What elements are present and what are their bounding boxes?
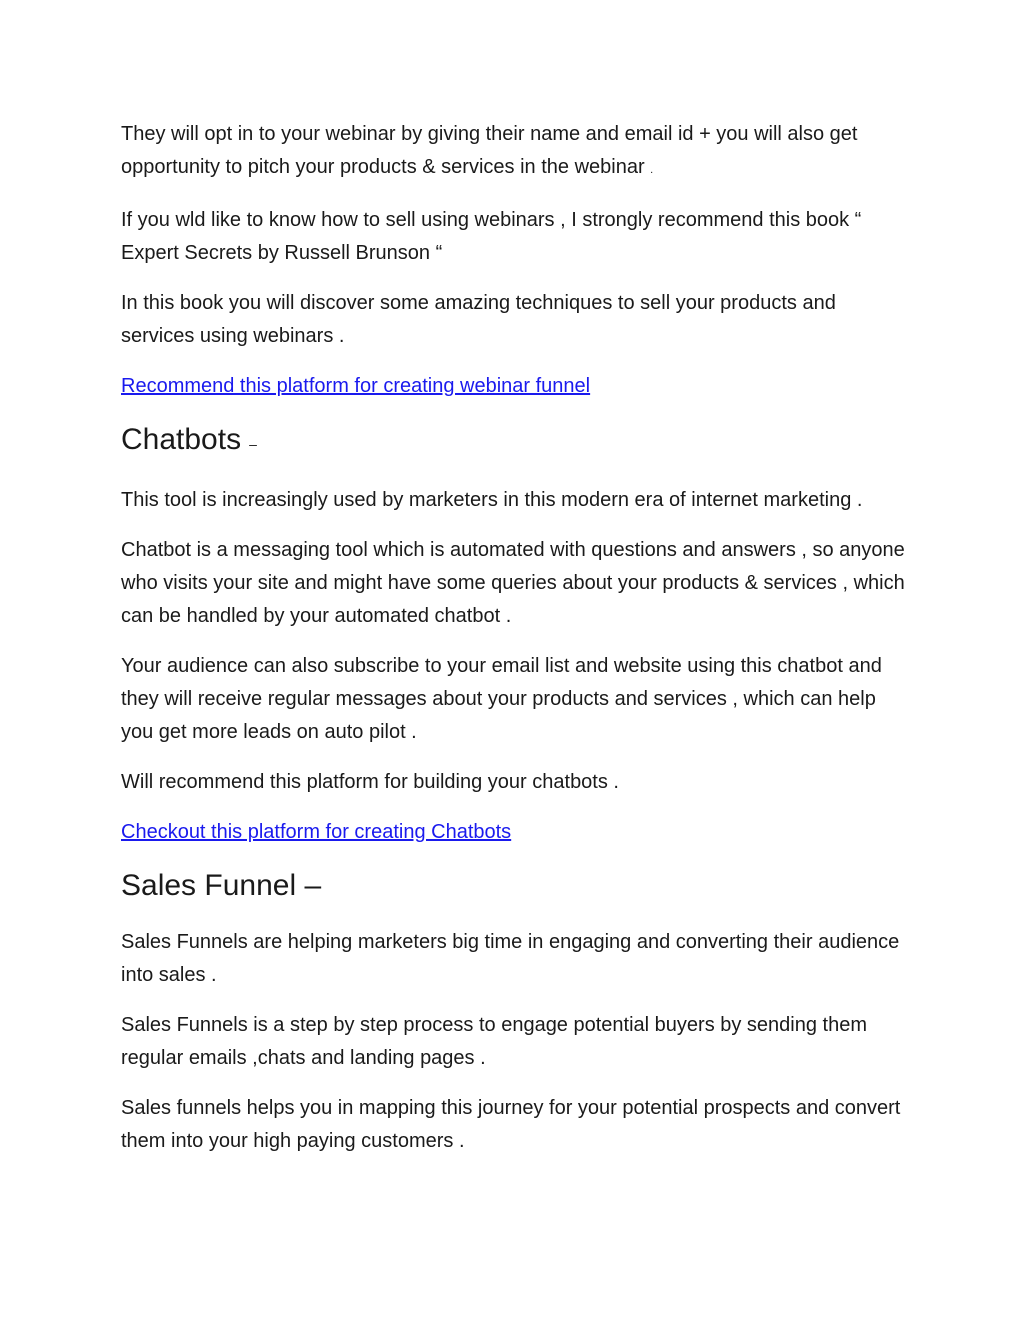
chatbots-heading-text: Chatbots xyxy=(121,423,242,456)
webinar-optin-text: They will opt in to your webinar by giving their name and email id + you will also get opportunity to pitch your products & services in the webinar xyxy=(121,123,858,178)
chatbots-link-container xyxy=(121,816,911,849)
document-page xyxy=(121,118,911,1175)
chatbots-intro-paragraph: This tool is increasingly used by marketers in this modern era of internet marketing . xyxy=(121,489,863,511)
chatbots-subscribe-paragraph: Your audience can also subscribe to your email list and website using this chatbot and they will receive regular messages about your products and services , which can help you get more leads on auto pilot . xyxy=(121,655,882,743)
sales-funnel-heading: Sales Funnel – xyxy=(121,869,322,902)
sales-funnel-mapping-paragraph: Sales funnels helps you in mapping this journey for your potential prospects and convert them into your high paying customers . xyxy=(121,1097,901,1152)
chatbots-recommend-paragraph: Will recommend this platform for building your chatbots . xyxy=(121,771,619,793)
sales-funnel-intro-paragraph: Sales Funnels are helping marketers big time in engaging and converting their audience into sales . xyxy=(121,931,900,986)
webinar-optin-paragraph xyxy=(121,118,911,187)
webinar-techniques-paragraph: In this book you will discover some amazing techniques to sell your products and services using webinars . xyxy=(121,292,836,347)
chatbots-heading-dash: – xyxy=(249,436,257,452)
webinar-funnel-link[interactable]: Recommend this platform for creating webinar funnel xyxy=(121,375,591,397)
chatbots-heading xyxy=(121,420,911,464)
chatbots-platform-link[interactable]: Checkout this platform for creating Chatbots xyxy=(121,821,512,843)
webinar-book-paragraph: If you wld like to know how to sell using webinars , I strongly recommend this book “ Expert Secrets by Russell Brunson “ xyxy=(121,209,862,264)
chatbots-description-paragraph: Chatbot is a messaging tool which is automated with questions and answers , so anyone who visits your site and might have some queries about your products & services , which can be handled by your automated chatbot . xyxy=(121,539,905,627)
sales-funnel-process-paragraph: Sales Funnels is a step by step process to engage potential buyers by sending them regular emails ,chats and landing pages . xyxy=(121,1014,868,1069)
webinar-link-container xyxy=(121,370,911,403)
webinar-optin-tail: . xyxy=(650,164,654,176)
